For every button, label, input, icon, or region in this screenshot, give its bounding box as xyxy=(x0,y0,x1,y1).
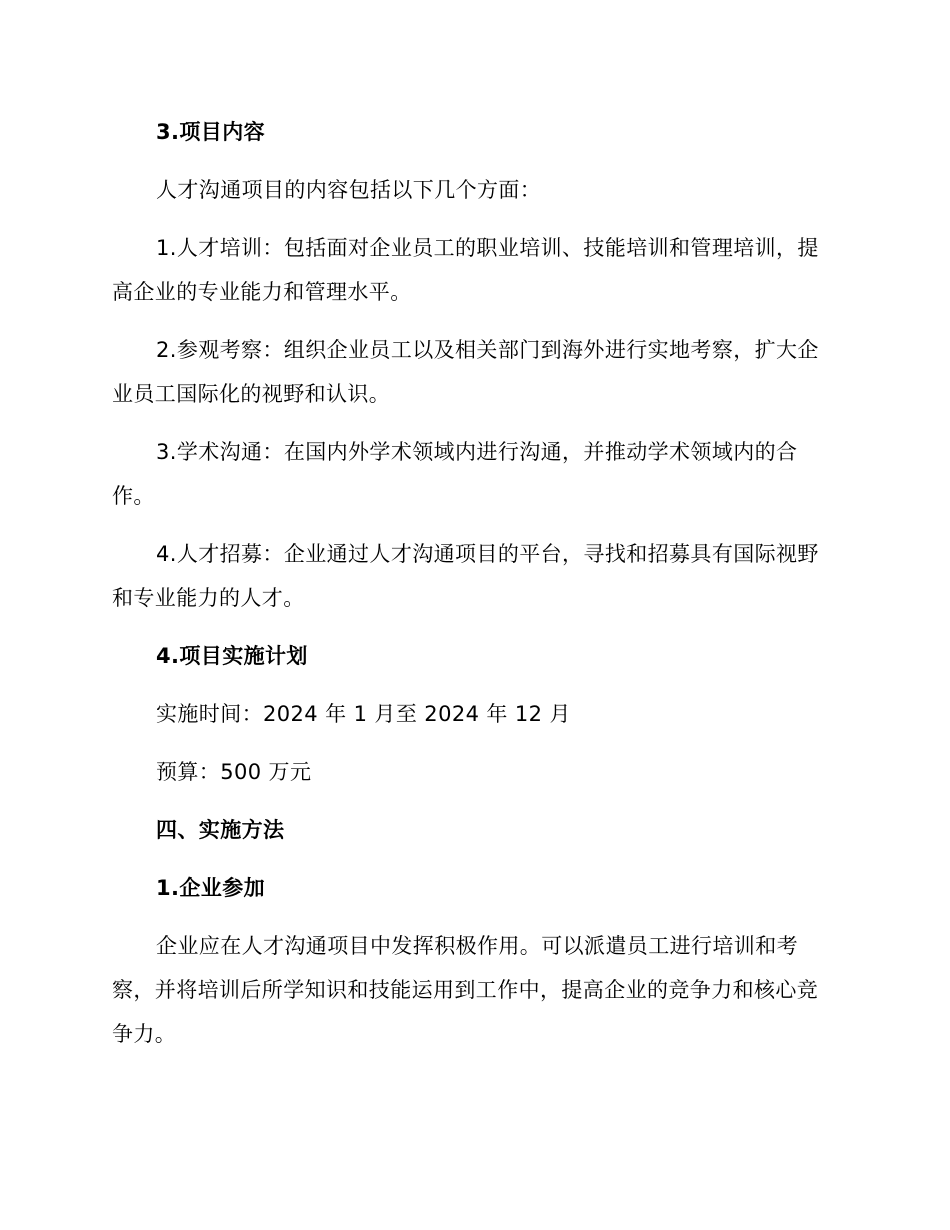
intro-paragraph: 人才沟通项目的内容包括以下几个方面： xyxy=(156,178,542,202)
item-4-paragraph: 4.人才招募：企业通过人才沟通项目的平台，寻找和招募具有国际视野和专业能力的人才。 xyxy=(112,542,819,610)
item-3-paragraph: 3.学术沟通：在国内外学术领域内进行沟通，并推动学术领域内的合作。 xyxy=(112,440,798,508)
document-body xyxy=(112,110,828,1056)
section-4-heading: 4.项目实施计划 xyxy=(156,644,308,668)
item-1-paragraph: 1.人才培训：包括面对企业员工的职业培训、技能培训和管理培训，提高企业的专业能力和管理水平。 xyxy=(112,236,819,304)
section-3-heading: 3.项目内容 xyxy=(156,120,265,144)
schedule-line: 实施时间：2024 年 1 月至 2024 年 12 月 xyxy=(156,702,571,726)
subsection-1-heading: 1.企业参加 xyxy=(156,876,265,900)
enterprise-paragraph: 企业应在人才沟通项目中发挥积极作用。可以派遣员工进行培训和考察，并将培训后所学知识和技能运用到工作中，提高企业的竞争力和核心竞争力。 xyxy=(112,934,819,1046)
item-2-paragraph: 2.参观考察：组织企业员工以及相关部门到海外进行实地考察，扩大企业员工国际化的视野和认识。 xyxy=(112,338,819,406)
chapter-4-heading: 四、实施方法 xyxy=(156,818,285,842)
budget-line: 预算：500 万元 xyxy=(156,760,312,784)
